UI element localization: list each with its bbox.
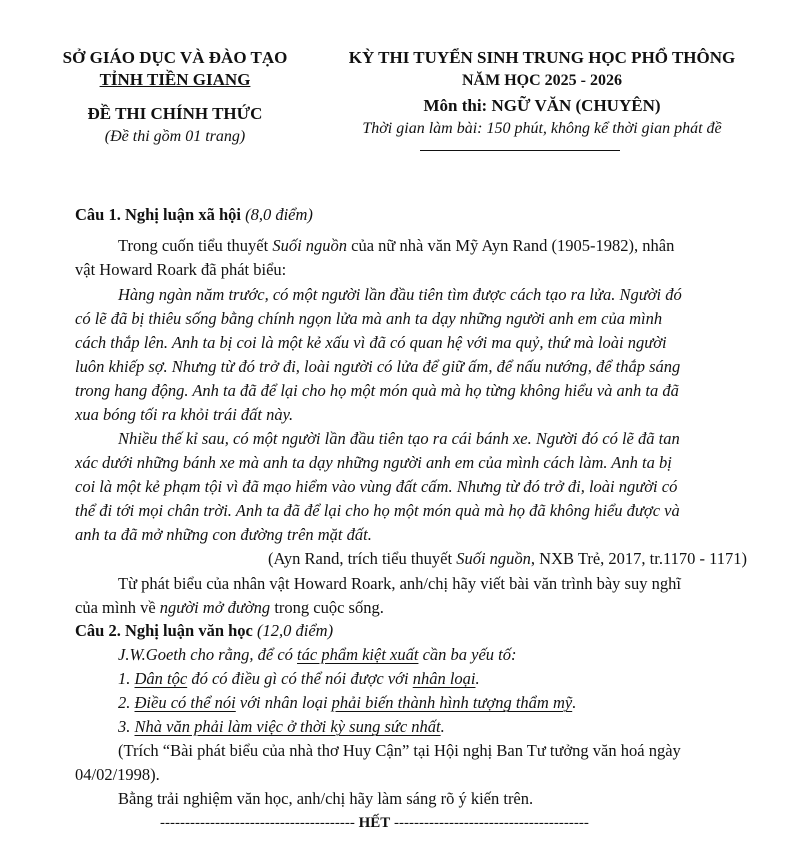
novel-title: Suối nguồn [272,236,348,255]
factor-1: 1. Dân tộc đó có điều gì có thể nói được với nhân loại. [118,669,480,688]
quote-source: (Ayn Rand, trích tiểu thuyết Suối nguồn, NXB Trẻ, 2017, tr.1170 - 1171) [268,549,747,568]
quote-line: luôn khiếp sợ. Nhưng từ đó trở đi, loài người có lửa để giữ ấm, để nấu nướng, để thắp sáng [75,357,681,376]
quote-line: Hàng ngàn năm trước, có một người lần đầu tiên tìm được cách tạo ra lửa. Người đó [118,285,682,304]
quote-line: thể đi tới mọi chân trời. Anh ta đã để lại cho họ một món quà mà họ đã không hiểu được và [75,501,680,520]
question-1-points: (8,0 điểm) [245,205,313,224]
end-word: HẾT [358,815,391,831]
quote-line: xua bóng tối ra khỏi trái đất này. [75,405,294,424]
department-name: SỞ GIÁO DỤC VÀ ĐÀO TẠO [62,48,288,67]
question-1-task-line-1: Từ phát biểu của nhân vật Howard Roark, anh/chị hãy viết bài văn trình bày suy nghĩ [118,574,681,593]
quote-line: trong hang động. Anh ta đã để lại cho họ một món quà mà họ từng không hiểu và anh ta đã [75,381,679,400]
subject: Môn thi: NGỮ VĂN (CHUYÊN) [423,96,661,115]
question-2-title: Câu 2. Nghị luận văn học [75,621,253,640]
factor-2: 2. Điều có thể nói với nhân loại phải biến thành hình tượng thẩm mỹ. [118,693,577,712]
quote-line: coi là một kẻ phạm tội vì đã mạo hiểm vào vùng đất cấm. Nhưng từ đó trở đi, loài người có [75,477,678,496]
exam-title: KỲ THI TUYỂN SINH TRUNG HỌC PHỔ THÔNG [348,48,736,67]
end-marker: --------------------------------------- HẾT --------------------------------------- [160,815,589,831]
citation-line-1: (Trích “Bài phát biểu của nhà thơ Huy Cận” tại Hội nghị Ban Tư tưởng văn hoá ngày [118,741,681,760]
question-2-heading [75,621,333,641]
question-2-points: (12,0 điểm) [257,621,334,640]
citation-line-2: 04/02/1998). [75,765,160,784]
pathfinder-term: người mở đường [159,598,271,617]
quote-line: cách thắp lên. Anh ta bị coi là một kẻ xấu vì đã có quan hệ với ma quỷ, thứ mà loài người [75,333,667,352]
official-exam-label: ĐỀ THI CHÍNH THỨC [87,104,263,123]
question-1-intro-line-2: vật Howard Roark đã phát biểu: [75,260,287,279]
quote-line: xác dưới những bánh xe mà anh ta dạy những người anh em của mình cách làm. Anh ta bị [75,453,672,472]
header-divider [420,150,620,151]
school-year: NĂM HỌC 2025 - 2026 [462,72,622,89]
quote-line: Nhiều thế kỉ sau, có một người lần đầu tiên tạo ra cái bánh xe. Người đó có lẽ đã tan [118,429,680,448]
question-1-heading [75,205,313,225]
time-note: Thời gian làm bài: 150 phút, không kể thời gian phát đề [362,120,722,137]
goethe-statement: J.W.Goeth cho rằng, để có tác phẩm kiệt xuất cần ba yếu tố: [118,645,517,664]
question-1-title: Câu 1. Nghị luận xã hội [75,205,241,224]
province-name: TỈNH TIỀN GIANG [99,70,251,89]
quote-line: có lẽ đã bị thiêu sống bằng chính ngọn lửa mà anh ta dạy những người anh em của mình [75,309,663,328]
question-2-task: Bằng trải nghiệm văn học, anh/chị hãy làm sáng rõ ý kiến trên. [118,789,534,808]
pages-note: (Đề thi gồm 01 trang) [104,128,246,145]
question-1-task-line-2: của mình về người mở đường trong cuộc sống. [75,598,384,617]
question-1-intro-line-1: Trong cuốn tiểu thuyết Suối nguồn của nữ nhà văn Mỹ Ayn Rand (1905-1982), nhân [118,236,675,255]
factor-3: 3. Nhà văn phải làm việc ở thời kỳ sung sức nhất. [118,717,445,736]
quote-line: anh ta đã mở những con đường trên mặt đất. [75,525,372,544]
